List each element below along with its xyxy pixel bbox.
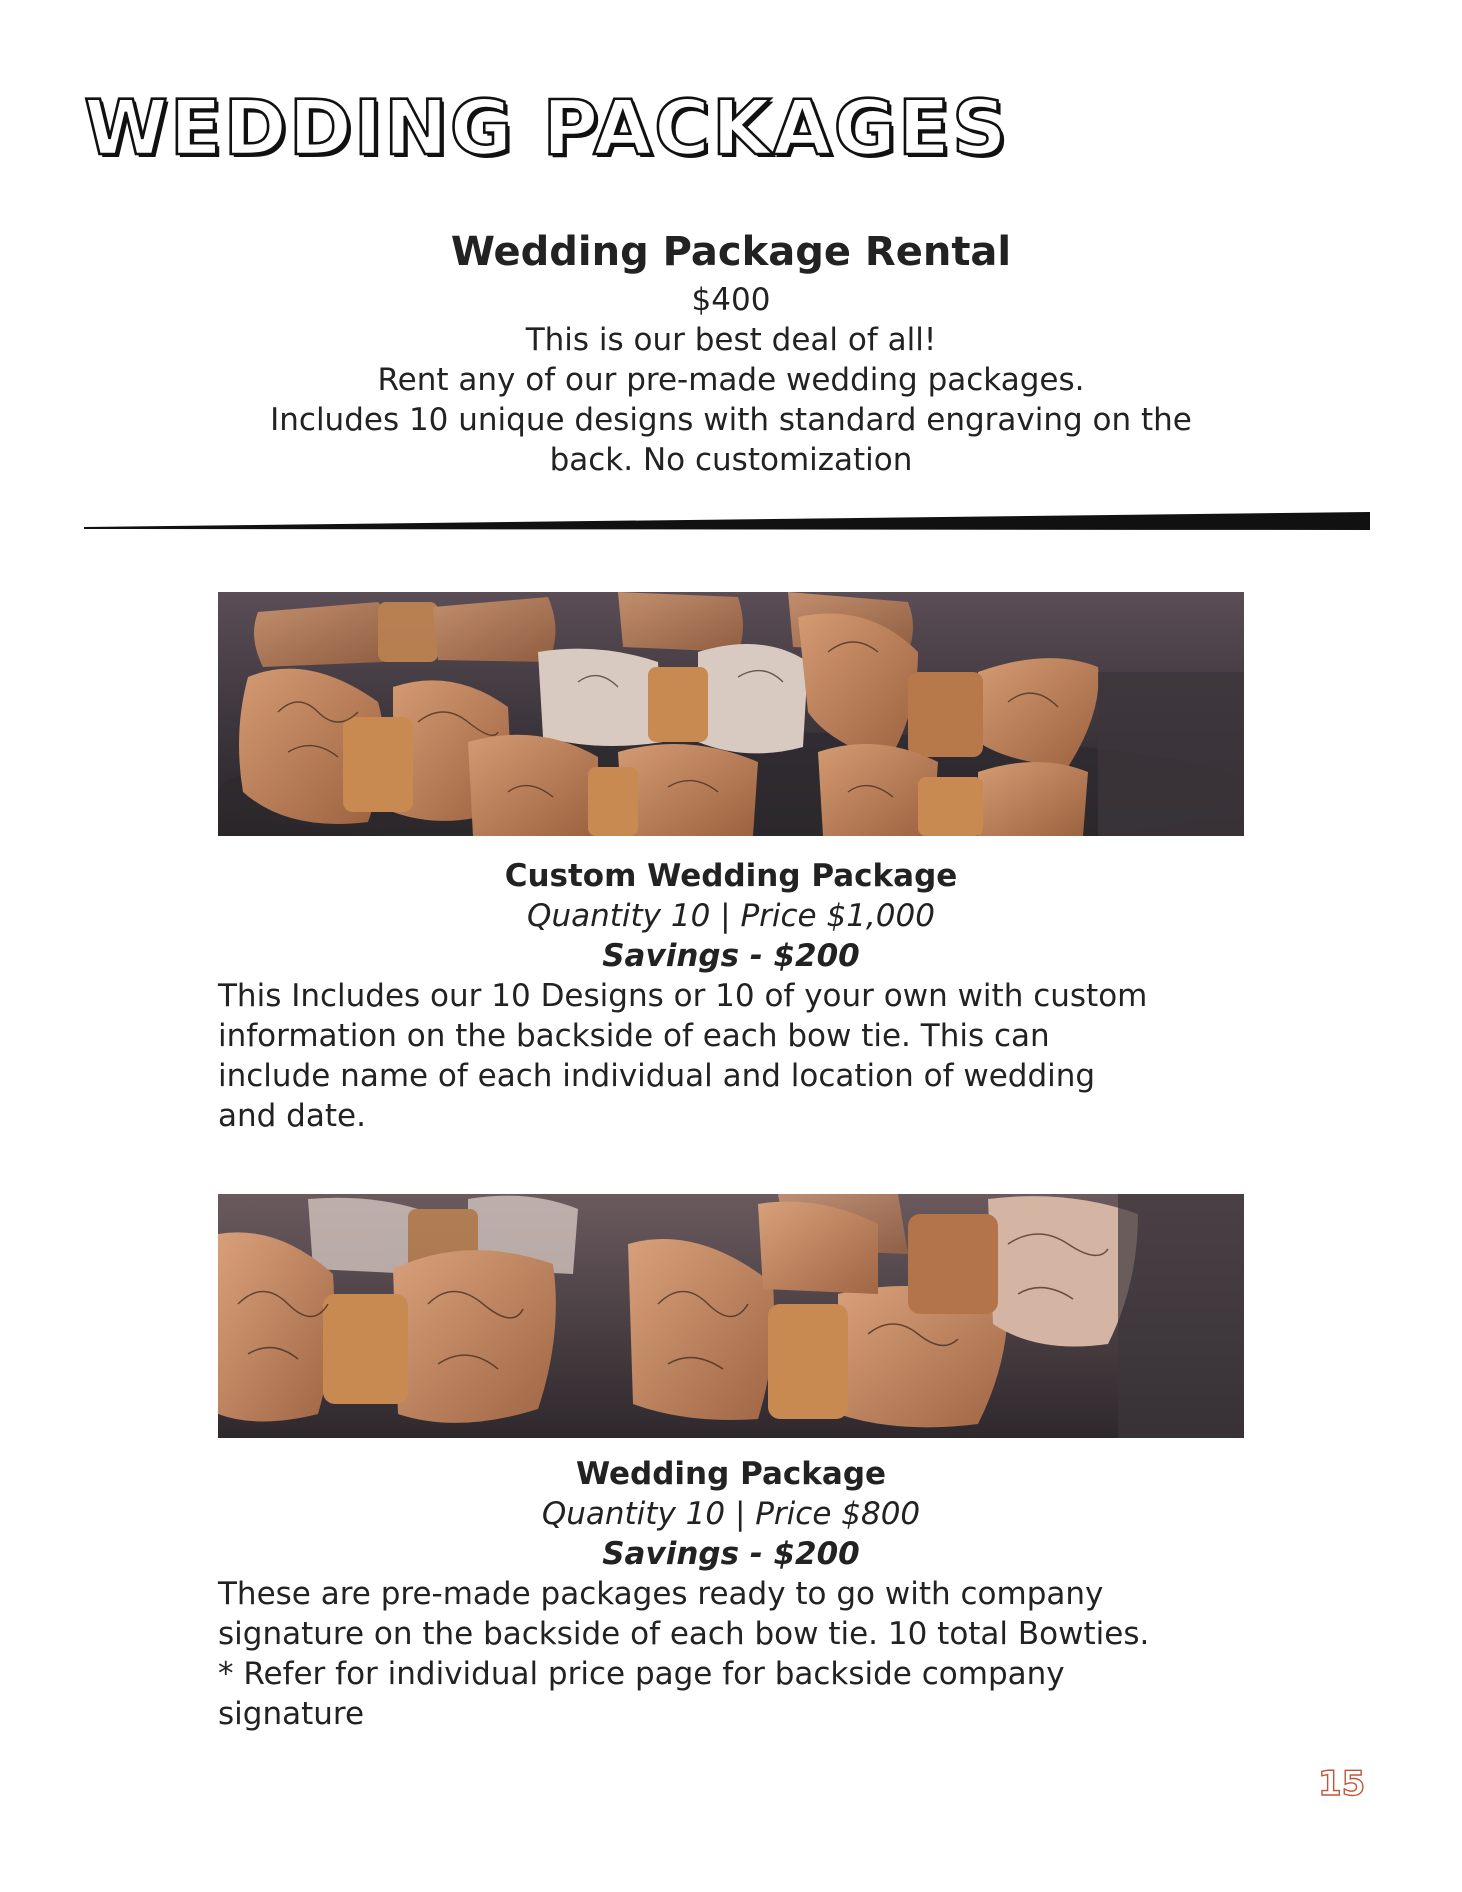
wedding-package-description — [218, 1574, 1258, 1734]
rental-body — [180, 280, 1282, 480]
description-line: signature on the backside of each bow tie. 10 total Bowties. — [218, 1616, 1150, 1652]
bow-ties-closeup-photo — [218, 1194, 1244, 1438]
rental-line: back. No customization — [549, 442, 913, 478]
description-line: This Includes our 10 Designs or 10 of your own with custom — [218, 978, 1148, 1014]
custom-package-savings: Savings - $200 — [602, 938, 860, 974]
rental-line: This is our best deal of all! — [525, 322, 937, 358]
custom-package-description — [218, 976, 1258, 1136]
wedding-package-heading: Wedding Package — [575, 1456, 887, 1492]
custom-package-header — [180, 856, 1282, 976]
description-line: information on the backside of each bow tie. This can — [218, 1018, 1050, 1054]
description-line: * Refer for individual price page for backside company — [218, 1656, 1065, 1692]
page-number: 15 — [1318, 1764, 1366, 1804]
page-title: WEDDING PACKAGES — [84, 83, 1009, 172]
description-line: These are pre-made packages ready to go with company — [218, 1576, 1104, 1612]
section-divider — [84, 510, 1370, 534]
wedding-package-header — [180, 1454, 1282, 1574]
custom-package-quantity-price: Quantity 10 | Price $1,000 — [527, 898, 935, 934]
rental-line: Includes 10 unique designs with standard engraving on the — [270, 402, 1192, 438]
wedding-package-quantity-price: Quantity 10 | Price $800 — [541, 1496, 921, 1532]
description-line: signature — [218, 1696, 365, 1732]
description-line: and date. — [218, 1098, 366, 1134]
wedding-package-savings: Savings - $200 — [602, 1536, 860, 1572]
description-line: include name of each individual and location of wedding — [218, 1058, 1096, 1094]
rental-heading: Wedding Package Rental — [450, 229, 1012, 275]
rental-price: $400 — [691, 282, 771, 318]
custom-package-heading: Custom Wedding Package — [504, 858, 958, 894]
bow-ties-photo — [218, 592, 1244, 836]
rental-line: Rent any of our pre-made wedding packages. — [377, 362, 1085, 398]
